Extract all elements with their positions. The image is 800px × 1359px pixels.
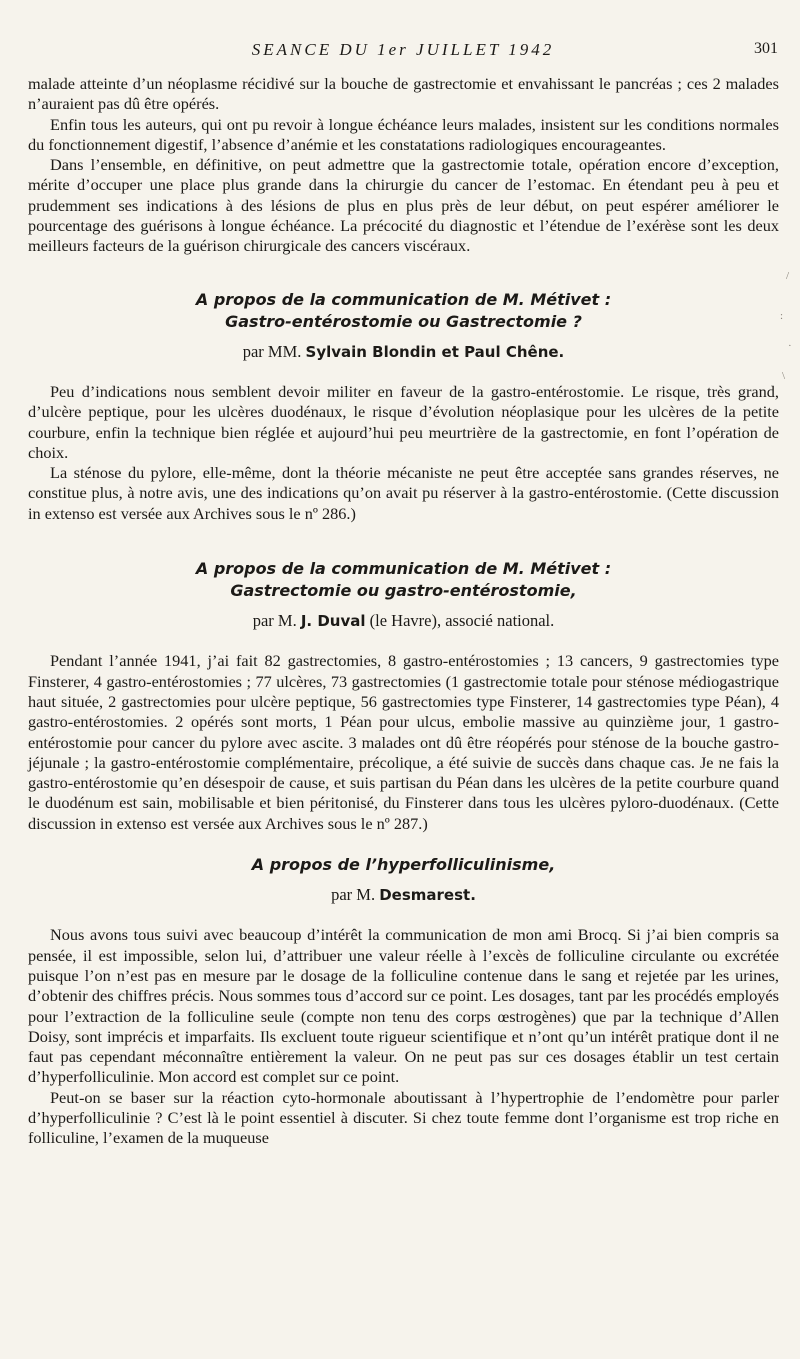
byline-prefix: par M. — [252, 611, 297, 631]
article2-title-line2: Gastrectomie ou gastro-entérostomie, — [230, 581, 577, 601]
article1-authors: Sylvain Blondin et Paul Chêne. — [305, 342, 565, 361]
intro-paragraph-2: Enfin tous les auteurs, qui ont pu revoir à longue échéance leurs malades, insistent sur les conditions normales du fonctionnement digestif, l’absence d’anémie et les constatations radiologiques encourageantes. — [28, 114, 779, 154]
byline-prefix: par MM. — [242, 341, 302, 361]
article1-paragraph-2: La sténose du pylore, elle-même, dont la théorie mécaniste ne peut être acceptée sans grandes réserves, ne constitue plus, à notre avis, une des indications qu’on avait pu réserver à la gastro-entérostomie. (Cette discussion in extenso est versée aux Archives sous le nº 286.) — [28, 463, 779, 523]
article2-authors: J. Duval — [300, 612, 366, 631]
article1-paragraph-1: Peu d’indications nous semblent devoir militer en faveur de la gastro-entérostomie. Le risque, très grand, d’ulcère peptique, pour les ulcères duodénaux, le risque d’évolution néoplasique pour les ulcères de la petite courbure, enfin la technique bien réglée et aujourd’hui peu meurtrière de la gastrectomie, en font l’opération de choix. — [28, 381, 779, 462]
article3-authors: Desmarest. — [379, 886, 476, 905]
article1-title-line2: Gastro-entérostomie ou Gastrectomie ? — [225, 311, 582, 331]
byline-prefix: par M. — [331, 885, 376, 905]
article2-paragraph-1: Pendant l’année 1941, j’ai fait 82 gastrectomies, 8 gastro-entérostomies ; 13 cancers, 9 gastrectomies type Finsterer, 4 gastro-entérostomies ; 77 ulcères, 73 gastrectomies (1 gastrectomie totale pour sténose médiogastrique haut située, 2 gastrectomies pour ulcère peptique, 56 gastrectomies type Finsterer, 14 gastrectomies type Péan), 4 gastro-entérostomies. 2 opérés sont morts, 1 Péan pour ulcus, embolie massive au quinzième jour, 1 gastro-entérostomie pour cancer du pylore avec ascite. 3 malades ont dû être réopérés pour sténose de la bouche gastro-jéjunale ; la gastro-entérostomie complémentaire, précolique, a été suivie de succès dans chaque cas. Je ne fais la gastro-entérostomie qu’en désespoir de cause, et suis partisan du Péan dans les ulcères de la petite courbure quand le duodénum est sain, mobilisable et bien péritonisé, du Finsterer dans tous les ulcères pyloro-duodénaux. (Cette discussion in extenso est versée aux Archives sous le nº 287.) — [28, 651, 779, 833]
page-body — [28, 74, 779, 1149]
article1-title-line1: A propos de la communication de M. Métivet : — [195, 289, 612, 309]
article1-byline — [28, 342, 779, 362]
page-number: 301 — [754, 40, 778, 57]
article3-title: A propos de l’hyperfolliculinisme, — [251, 855, 556, 875]
intro-paragraph-1: malade atteinte d’un néoplasme récidivé sur la bouche de gastrectomie et envahissant le pancréas ; ces 2 malades n’auraient pas dû être opérés. — [28, 74, 779, 114]
page-edge-specks: / : · \ — [780, 270, 792, 382]
running-title: SEANCE DU 1er JUILLET 1942 — [251, 40, 555, 59]
article3-paragraph-2: Peut-on se baser sur la réaction cyto-hormonale aboutissant à l’hypertrophie de l’endomètre pour parler d’hyperfolliculinie ? C’est là le point essentiel à discuter. Si chez toute femme dont l’organisme est trop riche en folliculine, l’examen de la muqueuse — [28, 1087, 779, 1148]
article3-paragraph-1: Nous avons tous suivi avec beaucoup d’intérêt la communication de mon ami Brocq. Si j’ai bien compris sa pensée, il est impossible, selon lui, d’attribuer une valeur réelle à l’excès de folliculine circulante ou excrétée puisque l’on n’est pas en mesure par le dosage de la folliculine contenue dans le sang et rejetée par les urines, d’obtenir des chiffres précis. Nous sommes tous d’accord sur ce point. Les dosages, tant par les procédés employés pour l’extraction de la folliculine seule (compte non tenu des corps œstrogènes) que par la technique d’Allen Doisy, sont imprécis et imparfaits. Ils excluent toute rigueur scientifique et n’ont qu’un intérêt pratique dont il ne faut pas cependant méconnaître entièrement la valeur. On ne peut pas sur ces dosages établir un test certain d’hyperfolliculinie. Mon accord est complet sur ce point. — [28, 925, 779, 1087]
intro-paragraph-3: Dans l’ensemble, en définitive, on peut admettre que la gastrectomie totale, opération encore d’exception, mérite d’occuper une place plus grande dans la chirurgie du cancer de l’estomac. En étendant peu à peu et prudemment ses indications à des lésions de plus en plus près de leur début, on peut espérer améliorer le pourcentage des guérisons à longue échéance. La précocité du diagnostic et l’étendue de l’exérèse sont les deux meilleurs facteurs de la guérison chirurgicale des cancers viscéraux. — [28, 155, 779, 256]
article3-byline — [28, 885, 779, 905]
page-header — [28, 40, 778, 64]
article2-byline — [28, 611, 779, 631]
article2-title-line1: A propos de la communication de M. Métivet : — [195, 559, 612, 579]
byline-suffix: (le Havre), associé national. — [369, 611, 555, 631]
